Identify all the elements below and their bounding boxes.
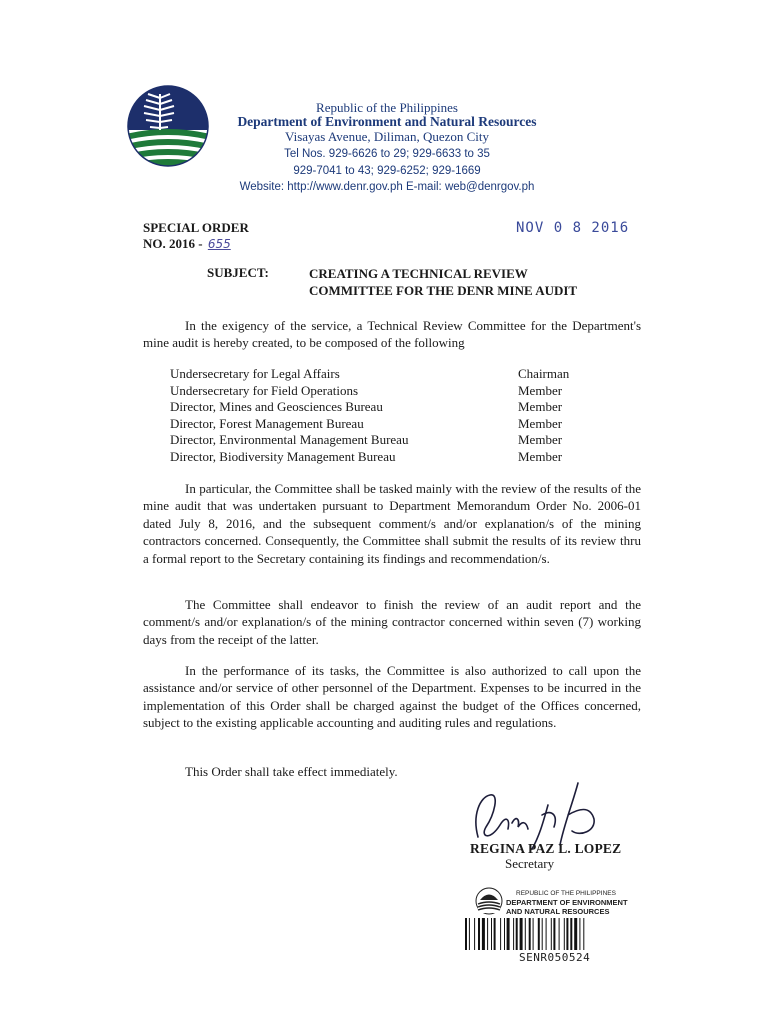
committee-row: [170, 416, 590, 433]
committee-list: [170, 366, 590, 465]
body-paragraph-3: The Committee shall endeavor to finish the review of an audit report and the comment/s and/or explanation/s of the mining contractor concerned within seven (7) working days from the receipt of the latter.: [143, 597, 641, 647]
letterhead-website: Website: http://www.denr.gov.ph E-mail: web@denrgov.ph: [239, 181, 535, 193]
committee-role: Director, Biodiversity Management Bureau: [170, 448, 396, 464]
body-paragraph-4: In the performance of its tasks, the Committee is also authorized to call upon the assistance and/or service of other personnel of the Department. Expenses to be incurred in the implementation of this Order shall be charged against the budget of the Offices concerned, subject to the existing applicable accounting and auditing rules and regulations.: [143, 663, 641, 731]
body-paragraph-2: In particular, the Committee shall be tasked mainly with the review of the results of the mine audit that was undertaken pursuant to Department Memorandum Order No. 2006-01 dated July 8, 2016, and the subsequent comment/s and/or explanation/s of the mining contractors concerned. Consequently, the Committee shall submit the results of its review thru a formal report to the Secretary containing its findings and recommendation/s.: [143, 481, 641, 566]
order-number-prefix: NO. 2016 -: [143, 236, 203, 251]
committee-position: Member: [518, 432, 563, 447]
barcode-code: SENR050524: [519, 951, 591, 964]
committee-role: Undersecretary for Legal Affairs: [170, 366, 340, 381]
committee-role: Undersecretary for Field Operations: [170, 382, 359, 398]
order-number: [143, 236, 231, 252]
committee-position: Chairman: [518, 366, 570, 381]
letterhead-republic: Republic of the Philippines: [316, 100, 458, 115]
stamp-line2: DEPARTMENT OF ENVIRONMENT: [506, 898, 628, 907]
body-paragraph-1: In the exigency of the service, a Technical Review Committee for the Department's mine audit is hereby created, to be composed of the following: [143, 318, 641, 351]
committee-role: Director, Environmental Management Bureau: [170, 432, 409, 447]
committee-position: Member: [518, 415, 563, 431]
signatory-name: REGINA PAZ L. LOPEZ: [470, 841, 622, 856]
committee-role: Director, Forest Management Bureau: [170, 415, 364, 431]
committee-row: [170, 432, 590, 449]
order-label: SPECIAL ORDER: [143, 220, 249, 235]
stamp-line1: REPUBLIC OF THE PHILIPPINES: [516, 890, 616, 897]
barcode: [465, 918, 635, 950]
body-paragraph-5: This Order shall take effect immediately.: [185, 764, 398, 779]
date-stamp: NOV 0 8 2016: [516, 220, 630, 236]
denr-seal-icon: [126, 84, 210, 168]
stamp-seal-icon: [475, 887, 503, 915]
letterhead-address: Visayas Avenue, Diliman, Quezon City: [284, 129, 490, 144]
committee-row: [170, 399, 590, 416]
signatory-title: Secretary: [505, 856, 555, 871]
letterhead-department: Department of Environment and Natural Resources: [237, 114, 537, 129]
subject-text: [309, 265, 577, 299]
committee-role: Director, Mines and Geosciences Bureau: [170, 399, 383, 414]
committee-row: [170, 383, 590, 400]
committee-position: Member: [518, 448, 563, 464]
stamp-line3: AND NATURAL RESOURCES: [506, 907, 610, 916]
committee-row: [170, 366, 590, 383]
subject-label: SUBJECT:: [207, 265, 269, 280]
order-number-handwritten: 655: [207, 237, 231, 251]
committee-position: Member: [518, 382, 563, 398]
letterhead-tel-line2: 929-7041 to 43; 929-6252; 929-1669: [293, 165, 481, 177]
subject-line2: COMMITTEE FOR THE DENR MINE AUDIT: [309, 283, 578, 298]
committee-position: Member: [518, 399, 563, 414]
subject-line1: CREATING A TECHNICAL REVIEW: [309, 266, 528, 281]
letterhead-tel-line1: Tel Nos. 929-6626 to 29; 929-6633 to 35: [284, 148, 490, 160]
committee-row: [170, 449, 590, 466]
